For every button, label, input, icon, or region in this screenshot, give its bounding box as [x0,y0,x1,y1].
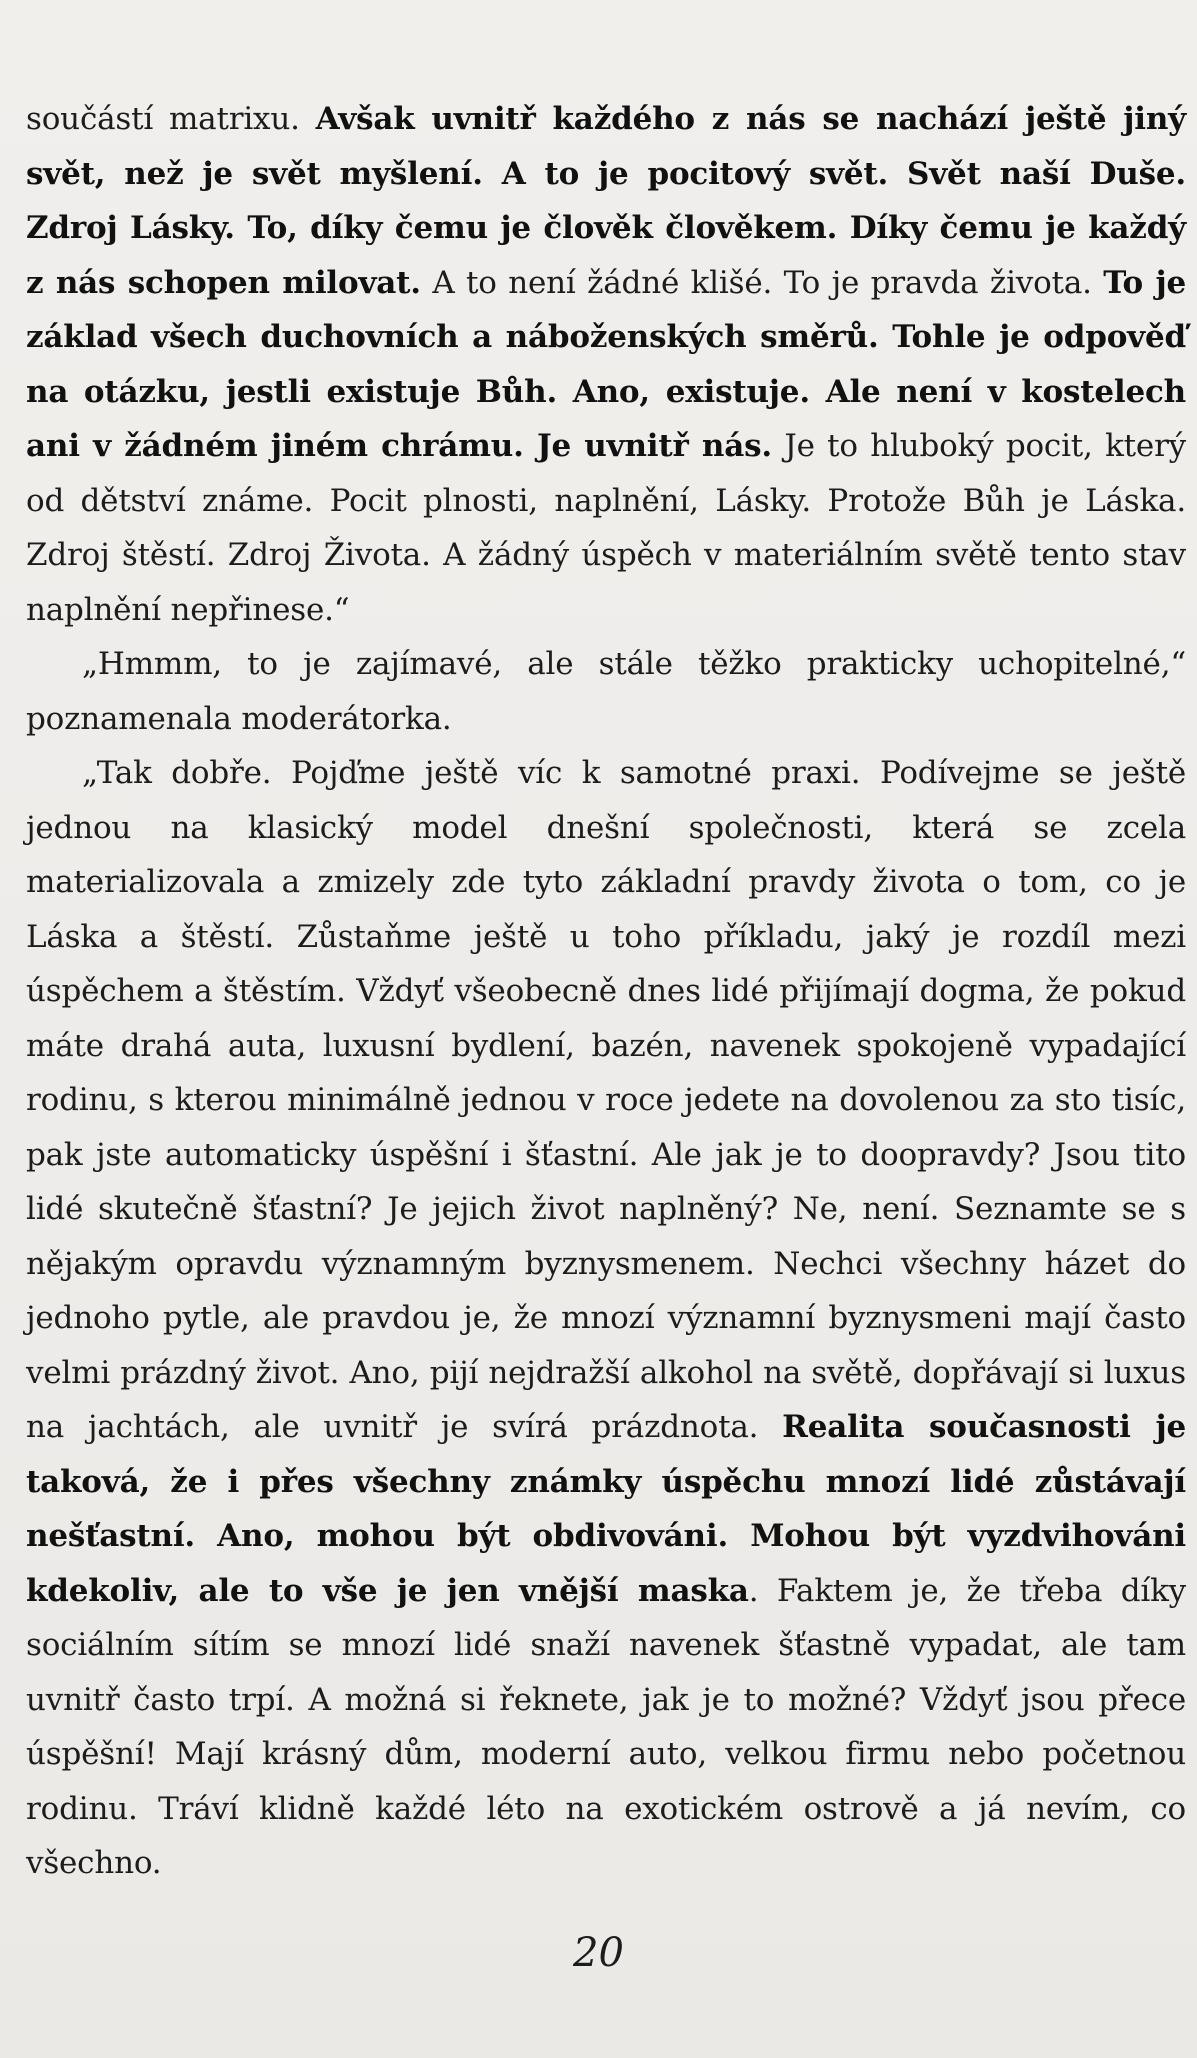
text-run: Je to hluboký pocit, který od dětství známe. Pocit plnosti, naplnění, Lásky. Protože Bůh je Láska. Zdroj štěstí. Zdroj Života. A žádný úspěch v materiálním světě tento stav naplnění nepřinese.“ [26,428,1186,628]
text-run: . Faktem je, že třeba díky sociálním sítím se mnozí lidé snaží navenek šťastně vypadat, ale tam uvnitř často trpí. A možná si řeknete, jak je to možné? Vždyť jsou přece úspěšní! Mají krásný dům, moderní auto, velkou firmu nebo početnou rodinu. Tráví klidně každé léto na exotickém ostrově a já nevím, co všechno. [26,1572,1186,1881]
page-number: 20 [573,1930,624,1976]
bold-text-run: Realita současnosti je taková, že i přes všechny známky úspěchu mnozí lidé zůstávají nešťastní. Ano, mohou být obdivováni. Mohou být vyzdvihováni kdekoliv, ale to vše je jen vnější maska [26,1409,1186,1609]
text-run: „Tak dobře. Pojďme ještě víc k samotné praxi. Podívejme se ještě jednou na klasický model dnešní společnosti, která se zcela materializovala a zmizely zde tyto základní pravdy života o tom, co je Láska a štěstí. Zůstaňme ještě u toho příkladu, jaký je rozdíl mezi úspěchem a štěstím. Vždyť všeobecně dnes lidé přijímají dogma, že pokud máte drahá auta, luxusní bydlení, bazén, navenek spokojeně vypadající rodinu, s kterou minimálně jednou v roce jedete na dovolenou za sto tisíc, pak jste automaticky úspěšní i šťastní. Ale jak je to doopravdy? Jsou tito lidé skutečně šťastní? Je jejich život naplněný? Ne, není. Seznamte se s nějakým opravdu významným byznysmenem. Nechci všechny házet do jednoho pytle, ale pravdou je, že mnozí významní byznysmeni mají často velmi prázdný život. Ano, pijí nejdražší alkohol na světě, dopřávají si luxus na jachtách, ale uvnitř je svírá prázdnota. [26,755,1186,1445]
bold-text-run: Avšak uvnitř každého z nás se nachází ještě jiný svět, než je svět myšlení. A to je pocitový svět. Svět naší Duše. Zdroj Lásky. To, díky čemu je člověk člověkem. Díky čemu je každý z nás schopen milovat. [26,101,1186,301]
paragraph-3 [26,746,1186,1891]
paragraph-1 [26,92,1186,637]
body-text [26,92,1186,1891]
text-run: A to není žádné klišé. To je pravda života. [420,264,1104,301]
bold-text-run: To je základ všech duchovních a náboženských směrů. Tohle je odpověď na otázku, jestli existuje Bůh. Ano, existuje. Ale není v kostelech ani v žádném jiném chrámu. Je uvnitř nás. [26,264,1187,464]
paragraph-2 [26,637,1186,746]
text-run: součástí matrixu. [26,101,316,137]
text-run: „Hmmm, to je zajímavé, ale stále těžko prakticky uchopitelné,“ poznamenala moderátorka. [26,646,1186,737]
